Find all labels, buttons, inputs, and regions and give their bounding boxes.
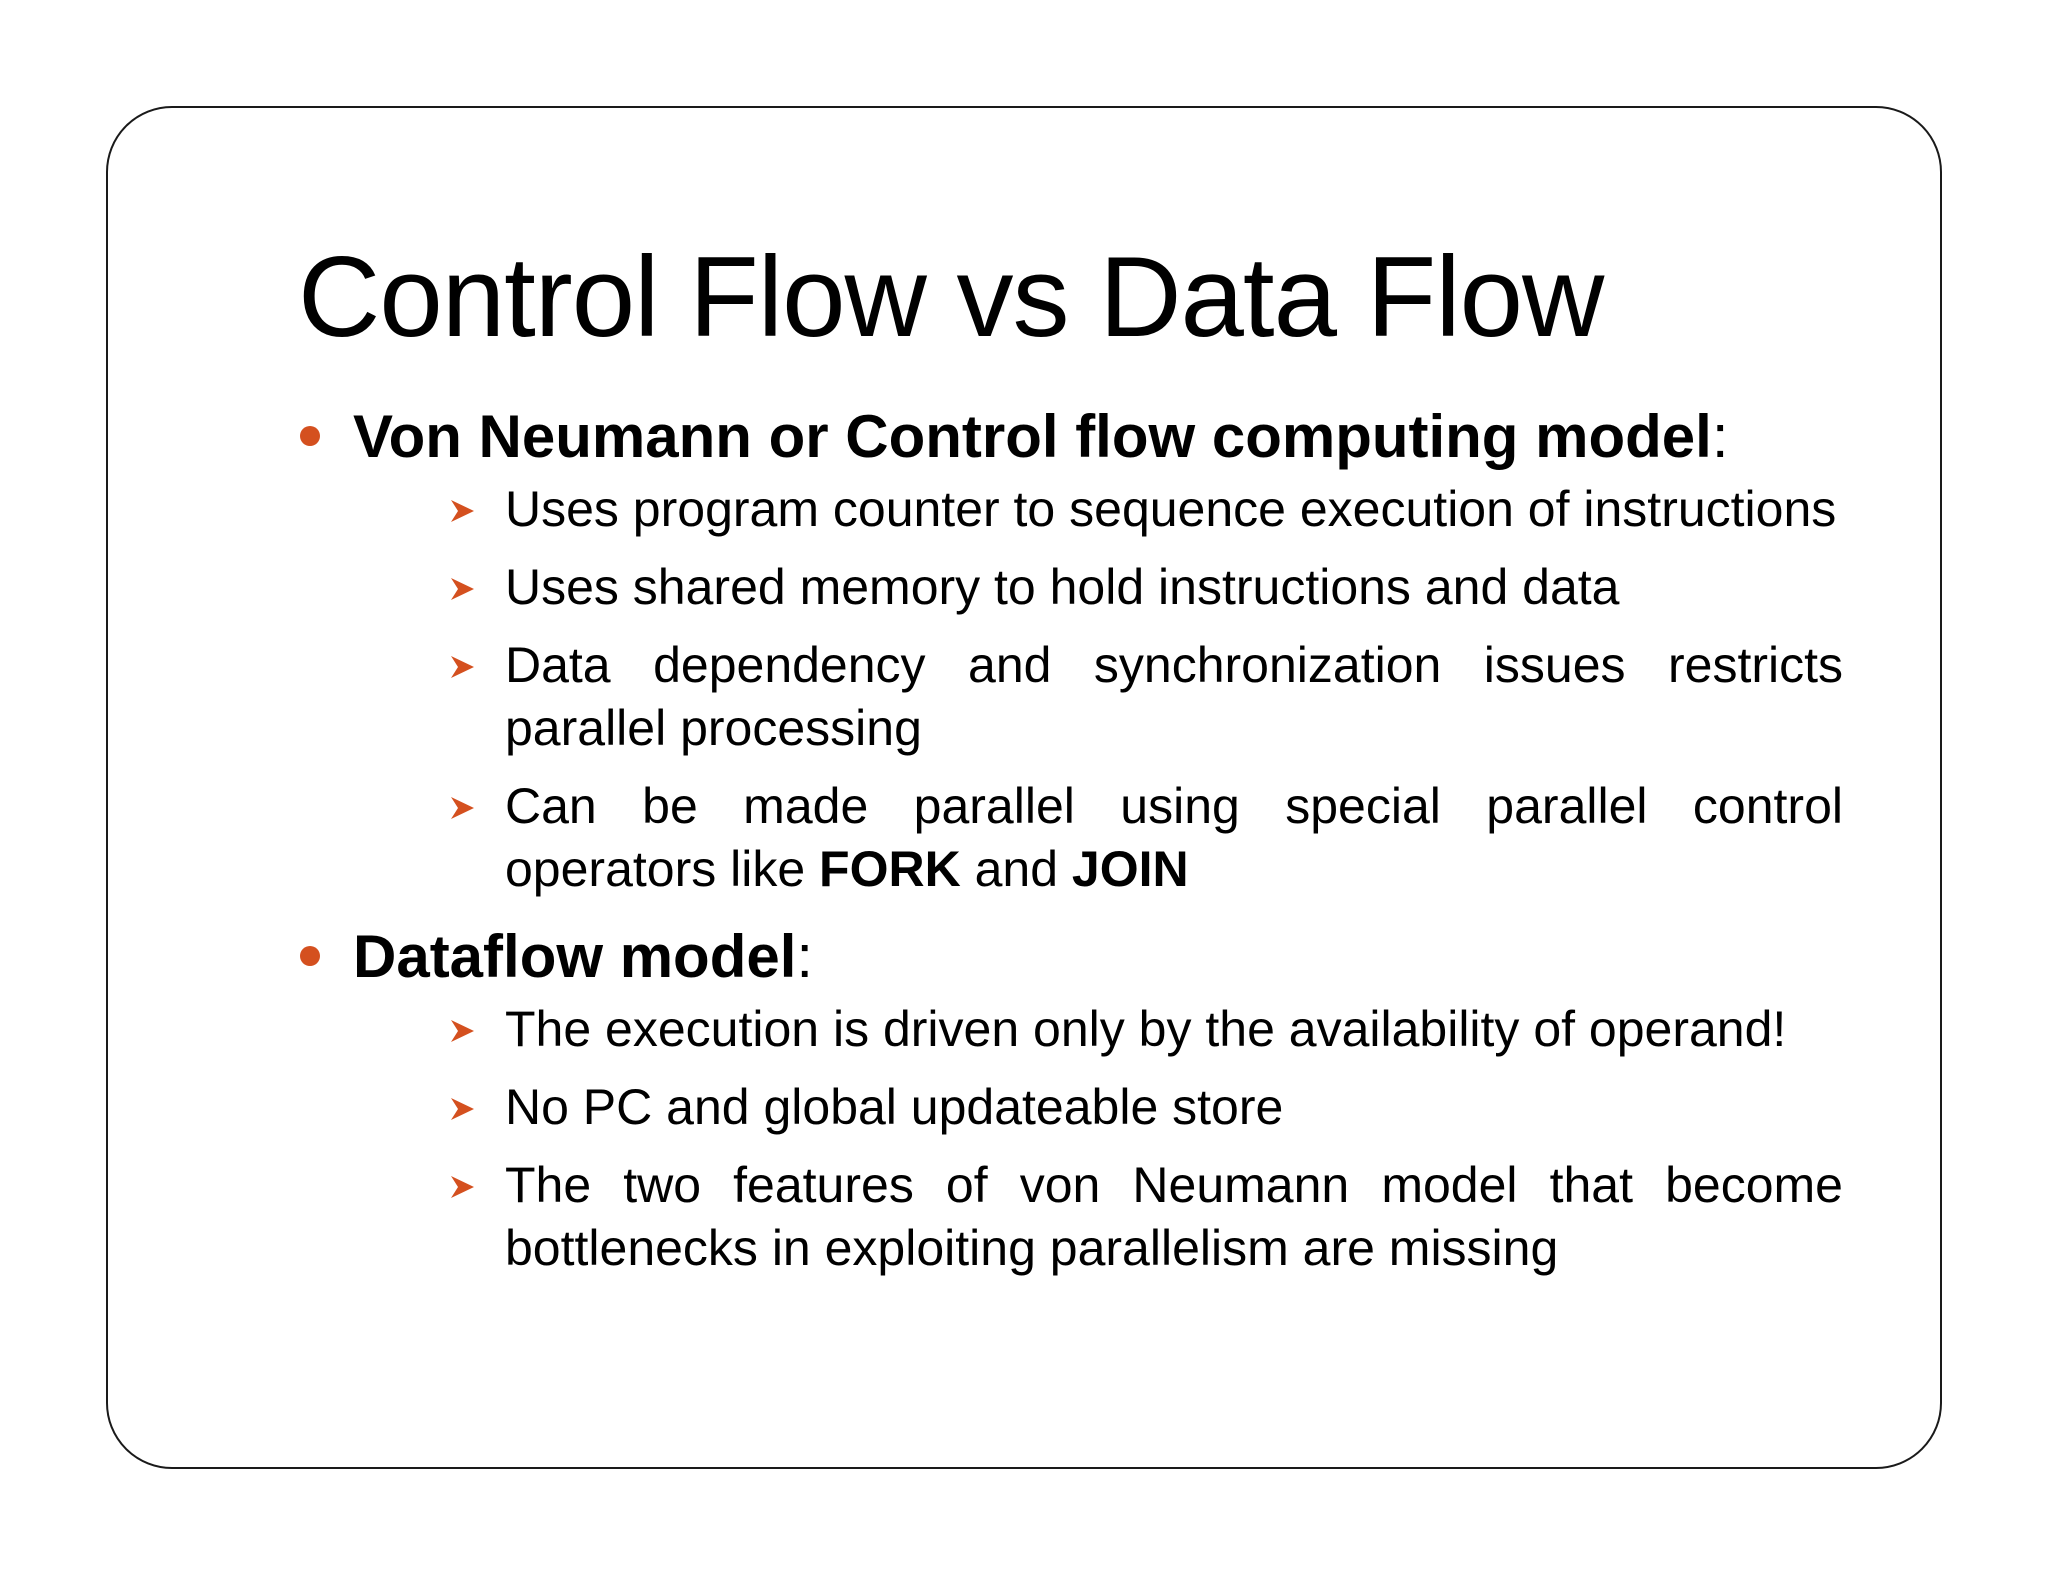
bullet-heading: Dataflow model [353, 923, 797, 990]
keyword-join: JOIN [1071, 841, 1189, 897]
sub-bullet-text: No PC and global updateable store [505, 1079, 1284, 1135]
bullet-heading: Von Neumann or Control flow computing model [353, 403, 1712, 470]
sub-bullet-text: The two features of von Neumann model that become bottlenecks in exploiting parallelism are missing [505, 1157, 1843, 1276]
bullet-dataflow [298, 916, 1843, 998]
arrowhead-icon [449, 1017, 477, 1045]
slide-title: Control Flow vs Data Flow [298, 234, 1604, 361]
sub-bullet-text: and [960, 841, 1072, 897]
bullet-colon: : [796, 923, 814, 990]
sub-bullet-text: Data dependency and synchronization issues restricts parallel processing [505, 637, 1843, 756]
bullet-von-neumann [298, 396, 1843, 478]
sub-bullet-text: Uses program counter to sequence execution of instructions [505, 481, 1837, 537]
sub-bullet-text: The execution is driven only by the availability of operand! [505, 1001, 1787, 1057]
keyword-fork: FORK [819, 841, 961, 897]
arrowhead-icon [449, 575, 477, 603]
sub-bullet [505, 556, 1843, 619]
sub-bullet [505, 478, 1843, 541]
sub-bullet [505, 634, 1843, 760]
bullet-colon: : [1711, 403, 1729, 470]
arrowhead-icon [449, 1173, 477, 1201]
bullet-dot-icon [300, 426, 320, 446]
arrowhead-icon [449, 497, 477, 525]
sub-bullet [505, 1076, 1843, 1139]
bullet-dot-icon [300, 946, 320, 966]
sub-bullet-text: Uses shared memory to hold instructions and data [505, 559, 1620, 615]
arrowhead-icon [449, 1095, 477, 1123]
sub-bullet [505, 998, 1843, 1061]
sub-bullet [505, 1154, 1843, 1280]
arrowhead-icon [449, 794, 477, 822]
sub-bullet-text: Can be made parallel using special parallel control operators like [505, 778, 1843, 897]
arrowhead-icon [449, 653, 477, 681]
sub-bullet [505, 775, 1843, 901]
dataflow-subpoints [298, 998, 1843, 1280]
von-neumann-subpoints [298, 478, 1843, 901]
slide-content [298, 396, 1843, 1295]
